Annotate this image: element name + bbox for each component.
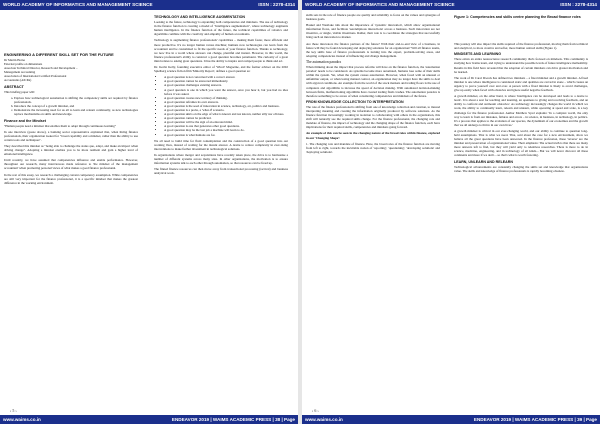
edition-text: ENDEAVOR 2019 | WAIMS ACADEMIC PRESS (473, 417, 574, 422)
paragraph: A growth mindset is critical in our ever-changing world, and our ability to continue to question long-held assumptions. That is what we need. That, said about the case for a new environment, show we believe all the great questions have been answered. In the finance profession, these 'reverse' are the mindset and preservation of organizational value. Their emphasis: The actual truth is that there are many more answers left to find, but they will yield only to relentless researches. There is more to do in science, medicine, engineering, and in technology of all kinds... But we will never discover all these continents and more if we don't... so that's what is worth fostering. (454, 128, 588, 158)
journal-title: WORLD ACADEMY OF INFORMATICS AND MANAGEMENT SCIENCE (3, 2, 153, 7)
list-item: • A good question skirts on the edge of what is known and not known, neither silly nor obvious. (164, 112, 288, 116)
paragraph: In organizations where merger and acquisitions have recently taken place, the drive is to harmonise a number of different systems across many sites. In other organizations, the motivation is to ensure information systems talk to each other through automation, so that resources can be freed up. (154, 152, 288, 166)
page-header (302, 0, 600, 10)
paragraph: "Human people need a mindset that enables them to adapt through continuous learning" (4, 123, 117, 128)
section-heading: Finance and the Mindset (4, 118, 46, 123)
list-item: • A good question creates new territory of thinking. (164, 96, 288, 100)
issn: ISSN : 2278-4314 (560, 2, 597, 7)
figure-caption: Figure 1: Competencies and skills centre planning the Broad finance roles (454, 15, 581, 19)
author-block (4, 59, 138, 82)
paragraph: In the rest of this essay, we research a challenging current competency assumption. While competencies are still very important for the finance professional, it is a specific mindset that makes the greatest difference in the working environment. (4, 172, 138, 185)
page-number: 38 | Page (275, 417, 295, 422)
section-heading: FROM KNOWLEDGE COLLECTION TO INTERPRETATION (306, 99, 404, 104)
paragraph: Technological advancements are constantly changing the skills set and knowledge that organizations value. The skills and knowledge of finance professionals is rapidly becoming obsolete. (454, 164, 588, 173)
figure-area (4, 13, 138, 53)
author-line: External profile on dimensions (4, 62, 43, 67)
paragraph: In one interview (quote above), a banking sector representative explained that, when hiring finance professionals, their organization looked for "broad capability and a mindset, rather than the ability to use certain tools and techniques". (4, 129, 138, 142)
page-number: 39 | Page (577, 417, 597, 422)
issn: ISSN : 2278-4314 (258, 2, 295, 7)
list-item: • A good question challenges existing answers. (164, 83, 288, 87)
journal-title: WORLD ACADEMY OF INFORMATICS AND MANAGEMENT SCIENCE (305, 2, 455, 7)
footer-edition: ENDEAVOR 2019 | WAIMS ACADEMIC PRESS | 39 | Page (473, 417, 597, 422)
right-column-1 (306, 13, 440, 156)
paragraph: Looking to the future, technology is expanding both competencies and mindsets. The use of technology in the finance function is creating a model of "intelligence augmentation", where technology augments human intelligence. In the finance function of the future, the technical capabilities of robotics and algorithms combine with the creativity and empathy of human accountants. (154, 20, 288, 37)
author-line: Associate Technical Director, Research and Development – (4, 66, 78, 71)
list-item: • A good question reframes its own answers. (164, 100, 288, 104)
footer-edition: ENDEAVOR 2019 | WAIMS ACADEMIC PRESS | 38 | Page (171, 417, 295, 422)
paragraph: The role of the finance professional is shifting from one of knowledge collection and curation, to instead interpreting meaning and creating the information originally produced by software solutions. As the finance function increasingly working in isolation to collaborating with others in the organization, this shift will naturally see the required skills change. For the finance professional, the changing role and mandate of finance, the impact of technology and the changing shape of the finance function, each have implications for their required skills, competencies and mindsets going forward. (306, 104, 440, 130)
abstract-list (4, 96, 138, 116)
footer-website[interactable]: www.waims.co.in (3, 417, 41, 422)
list-item: • A good question is the seed of innovation in science, technology, art, politics and business. (164, 104, 288, 108)
page-marker: ‹ 6 › (312, 408, 319, 413)
paragraph: The work of Dr Carol Dweck has defined two mindsets – a fixed mindset and a growth mindset. A fixed mindset is one where intelligence is considered static and qualities are carved in stone – which creates an urgency to prove yourself over and over. A person with a fixed mindset is likely to avoid challenges, give up easily when faced with obstacles and ignore useful negative feedback. (454, 75, 588, 93)
list-item: • A good question is not concerned with a correct answer. (164, 75, 288, 79)
author-line: Accountants (AICPA) (4, 77, 32, 82)
paragraph: Are these innovators the finance partners of the future? With their end-to-end view of a business, in future will they be found developing and deploying solutions for an organization? Will all finance teams, the key skills base of finance professionals is turning into the expert, problem-solving areas, and adopting competencies instead of influencing and change management. (306, 41, 440, 58)
page-footer (302, 415, 600, 424)
abstract-intro: This briefing paper will: (4, 89, 36, 94)
paragraph: An example of this can be seen in the changing nature of the broad roles within finance, explored in our 'Changing Shape': (306, 131, 440, 140)
list-item: • A good question cannot be predicted. (164, 116, 288, 120)
paragraph: Haskel and Westlake talk about the importance of 'systemic innovation', which allow organizational information flows, and facilitate 'serendipitous interactions' across a business. Such innovation are not inventive, or single, visible inventions. Rather, their role is to coordinate the strategies that successfully bring such an innovation to market. (306, 23, 440, 40)
author-line: Association of International Certified Professional (4, 74, 67, 79)
paragraph: The finned finance resources can then move away from transactional processing (tactical) and business analytical work. (154, 167, 288, 176)
paragraph: There exists an entire neuroscience research community that's focused on mindsets. This community is studying how brains learn, and trying to understand the possible levels of future intelligence malleability. Results in this field have revealed that the adoption of certain mindsets can drive greater motivation and be learned. (454, 57, 588, 74)
paragraph: Technology is augmenting finance professionals' capabilities – making them faster, more efficient and more productive. It's no longer human versus machine; humans now technologies can learn from the accountant and be customized to fit the specific needs of your finance function. Thanks to technology, we now live in a world where answers can change, plentiful and instant. However, in this world, the finance professional's ability to construct a good question becomes paramount. The curiosity of a great mind relates to asking great questions. It has the ability to inspire and compel people to think and act. (154, 38, 288, 63)
page-marker: ‹ 5 › (10, 408, 17, 413)
abstract-point: b. Introduce the concept of a growth mindset, and (14, 104, 138, 108)
right-column-2 (454, 13, 588, 175)
author-line: Management Accounting (4, 70, 36, 75)
list-item: • A good question is one that generates other good questions. (164, 124, 288, 128)
article-title: ENGINEERING A DIFFERENT SKILL SET FOR THE FUTURE (4, 52, 114, 57)
paragraph: skills sets in the role of finance people are quality and reliability to focus on the values and synergies of business goals. (306, 13, 440, 22)
list-item: • A good question is a probe, a 'what-if' scenario. (164, 108, 288, 112)
paragraph: Until recently, we have assumed that competencies influence and enable performance. However, throughout our research, many interviewees made reference to 'the mindset of the management accountant' when promoting personal views of what makes a good finance professional. (4, 158, 138, 171)
list-item: • A good question will be the sign of an educated mind. (164, 120, 288, 124)
abstract-heading: ABSTRACT (4, 84, 24, 89)
question-list (154, 75, 288, 136)
figure-area (454, 20, 588, 42)
edition-text: ENDEAVOR 2019 | WAIMS ACADEMIC PRESS (171, 417, 272, 422)
paragraph: A growth mindset, on the other hand, is where 'intelligence can be developed and leads to a desire to learn'. It is about a zest for teaching and learning, an openness to giving and receiving feedback, and an ability to confront and surmount obstacles'. As technology increasingly changes the world in which we work, the ability to continually learn, relearn and unlearn, while operating at speed and scale, is a key challenge for the finance professional. Author Matthew Syed explains: 'In a complex world, the only way to learn is from our mistakes, failures and errors – in science, in business, in technology, in politics. It's a process that applies to the evolution of our species, the dynamism of our economies and the growth that we all undergo to thrive in our own lives.' (454, 94, 588, 127)
page-header (0, 0, 298, 10)
section-heading: TECHNOLOGY AND INTELLIGENCE AUGMENTATION (154, 15, 245, 19)
subsection-heading: The automation paradox (306, 59, 342, 64)
section-heading: MINDSETS AND LEARNING (454, 52, 501, 57)
section-heading: LEARN, UNLEARN AND RELEARN (454, 159, 513, 164)
paragraph: This journey will also impact the skills required of the finance professional, moving them from technical and analytical, to more creative and softer, more human centred skills (Figure 1). (454, 42, 588, 51)
list-item: • A good question is what humans are for. (164, 133, 288, 137)
paragraph: We all need to build time for fluid contemplation and the construction of a good question into our working lives, instead of waiting for the instant answer. A desire to reduce complexity in ever-rising interventions to make further investment in technological solutions. (154, 138, 288, 151)
paragraph: They described this mindset as "being able to challenge the status quo, adapt, and make an impact when driving change". Adopting a mindset enables you to be more resilient and gain a higher level of emotional intelligence. (4, 143, 138, 157)
left-page (0, 0, 298, 424)
right-page (302, 0, 600, 424)
paragraph: 1. The changing role and mandate of finance. Here, the broad roles of the finance function are moving from left to right, towards the inevitable notion of 'reporting', 'questioning', 'developing solutions' and 'deploying solutions'. (306, 141, 440, 154)
list-item: • A good question may be the last job a machine will learn to do. (164, 128, 288, 132)
list-item: • A good question is one in which you want the answer, once you hear it, but you had no idea before it was asked. (164, 88, 288, 96)
footer-website[interactable]: www.waims.co.in (305, 417, 343, 422)
left-column-1 (4, 13, 138, 187)
author-line: Dr Martin Horne (4, 58, 25, 63)
page-footer (0, 415, 298, 424)
abstract-point: a. Explore how technological automation is shifting the competency skills set required by finance professionals. (14, 96, 138, 104)
paragraph: When thinking about the impact that process reforms will have on the finance function, the 'automation paradox' needs to be considered. As systems become more automated, humans lose some of their skills within the system. Yet, when the system causes automation. However, when faced with an unusual or unfamiliar output, or when losing manual control, an organization may no longer have the skills to deal with atypical conditions. An example from the world of the stock markets and trading floors is the use of computers and algorithms to increase the speed of decision making. With automated decision-making between firms, malfunctioning algorithms have created trading flash crashes. The automation paradox is therefore something to be aware of when considering competencies and mindsets of the future. (306, 65, 440, 98)
paragraph: Dr. Kevin Kelly, founding executive editor of 'Wired' Magazine, and the former adviser on the 2002 Spielberg science fiction film 'Minority Report', defines a good question as: (154, 65, 288, 74)
abstract-point: c. Demonstrate the increasing need for us all to learn and relearn continually, as new technologies replace mechanisms on skills and knowledge. (14, 108, 138, 116)
list-item: • A good question cannot be answered immediately. (164, 79, 288, 83)
left-column-2 (154, 13, 288, 177)
